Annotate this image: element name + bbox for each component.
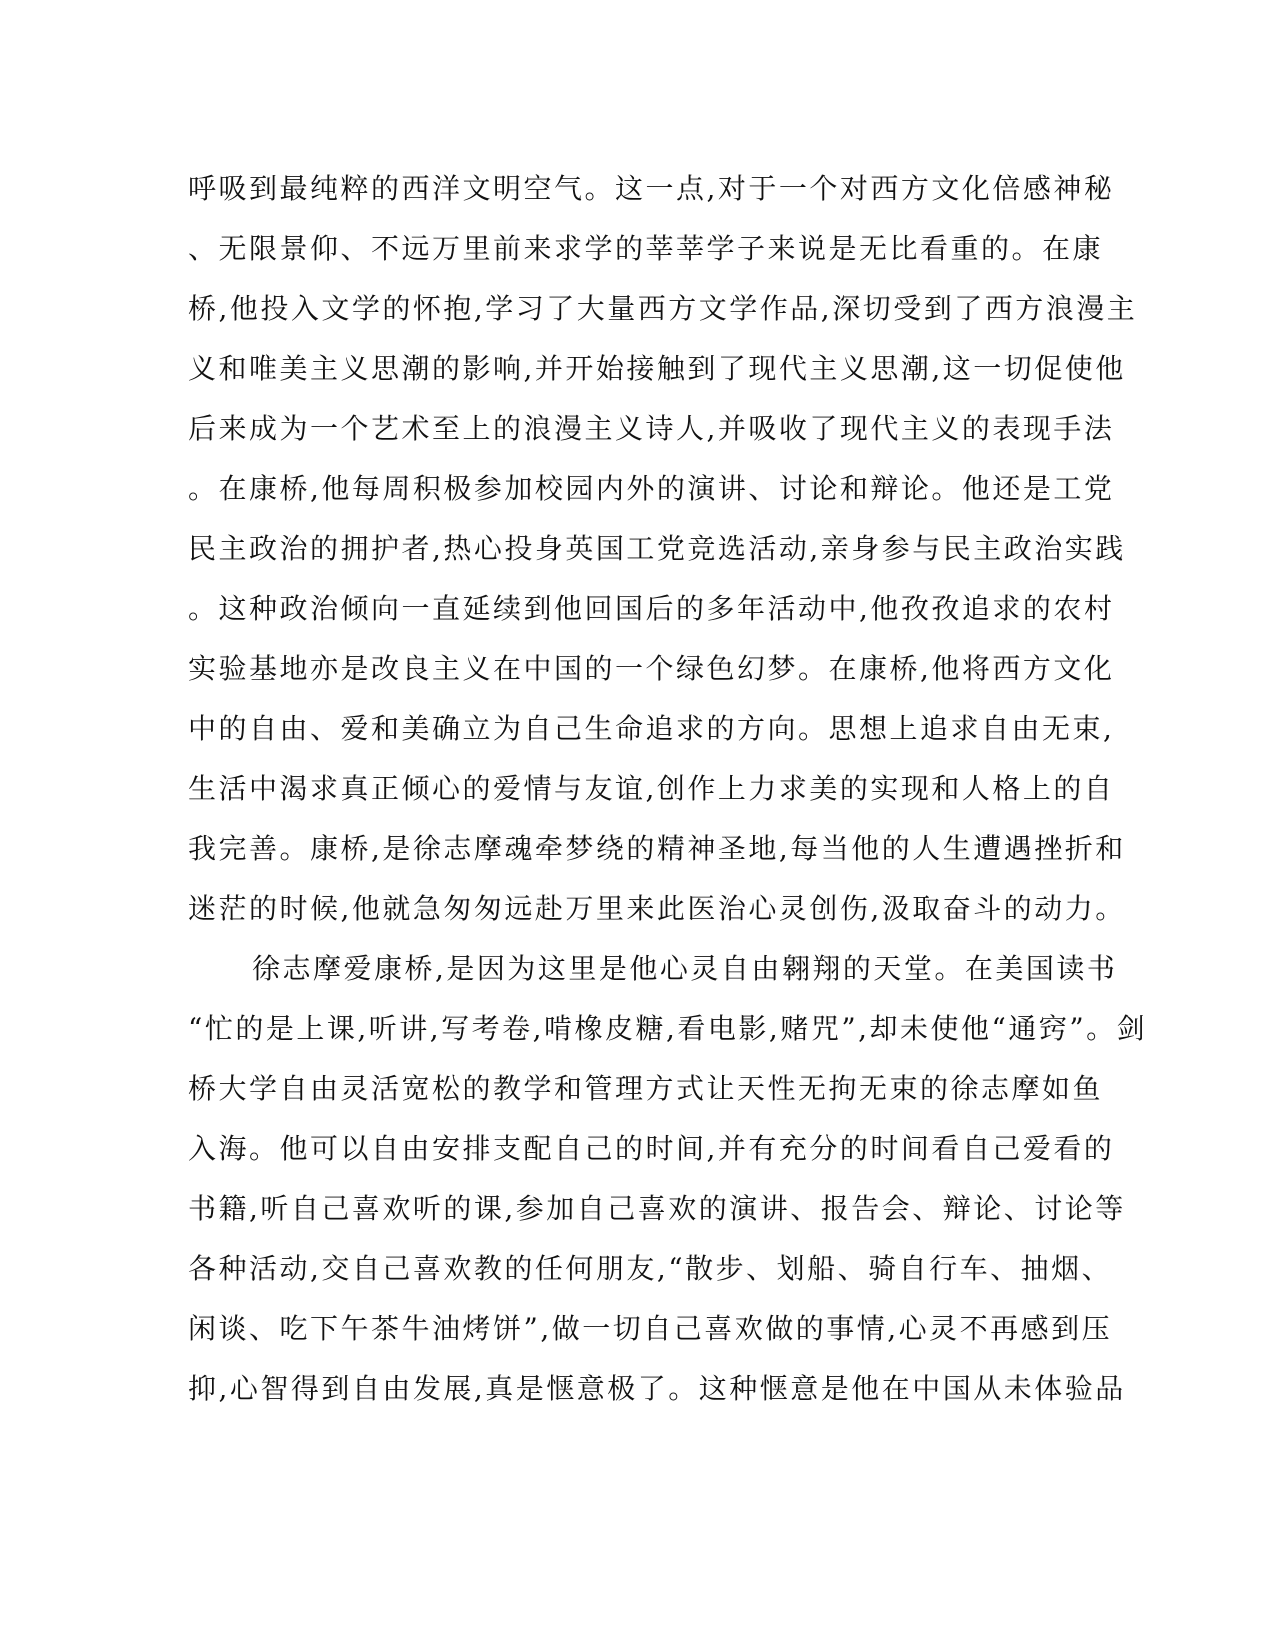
text-line: 义和唯美主义思潮的影响,并开始接触到了现代主义思潮,这一切促使他: [188, 352, 1126, 385]
text-line: 生活中渴求真正倾心的爱情与友谊,创作上力求美的实现和人格上的自: [188, 772, 1115, 805]
text-line: 、无限景仰、不远万里前来求学的莘莘学子来说是无比看重的。在康: [188, 232, 1104, 265]
text-line: “忙的是上课,听讲,写考卷,啃橡皮糖,看电影,赌咒”,却未使他“通窍”。剑: [188, 1012, 1148, 1045]
text-line: 入海。他可以自由安排支配自己的时间,并有充分的时间看自己爱看的: [188, 1132, 1115, 1165]
text-line: 。这种政治倾向一直延续到他回国后的多年活动中,他孜孜追求的农村: [188, 592, 1115, 625]
text-line: 民主政治的拥护者,热心投身英国工党竞选活动,亲身参与民主政治实践: [188, 532, 1126, 565]
text-line: 实验基地亦是改良主义在中国的一个绿色幻梦。在康桥,他将西方文化: [188, 652, 1115, 685]
text-line: 。在康桥,他每周积极参加校园内外的演讲、讨论和辩论。他还是工党: [188, 472, 1115, 505]
paragraph-start-line: 徐志摩爱康桥,是因为这里是他心灵自由翱翔的天堂。在美国读书: [252, 952, 1118, 985]
text-line: 中的自由、爱和美确立为自己生命追求的方向。思想上追求自由无束,: [188, 712, 1115, 745]
text-line: 抑,心智得到自由发展,真是惬意极了。这种惬意是他在中国从未体验品: [188, 1372, 1126, 1405]
text-line: 呼吸到最纯粹的西洋文明空气。这一点,对于一个对西方文化倍感神秘: [188, 172, 1115, 205]
text-line: 书籍,听自己喜欢听的课,参加自己喜欢的演讲、报告会、辩论、讨论等: [188, 1192, 1126, 1225]
text-line: 迷茫的时候,他就急匆匆远赴万里来此医治心灵创伤,汲取奋斗的动力。: [188, 892, 1126, 925]
text-line: 桥大学自由灵活宽松的教学和管理方式让天性无拘无束的徐志摩如鱼: [188, 1072, 1104, 1105]
text-line: 桥,他投入文学的怀抱,学习了大量西方文学作品,深切受到了西方浪漫主: [188, 292, 1138, 325]
body-text: [188, 159, 1148, 1419]
text-line: 各种活动,交自己喜欢教的任何朋友,“散步、划船、骑自行车、抽烟、: [188, 1252, 1113, 1285]
text-line: 我完善。康桥,是徐志摩魂牵梦绕的精神圣地,每当他的人生遭遇挫折和: [188, 832, 1126, 865]
text-line: 后来成为一个艺术至上的浪漫主义诗人,并吸收了现代主义的表现手法: [188, 412, 1115, 445]
text-line: 闲谈、吃下午茶牛油烤饼”,做一切自己喜欢做的事情,心灵不再感到压: [188, 1312, 1113, 1345]
